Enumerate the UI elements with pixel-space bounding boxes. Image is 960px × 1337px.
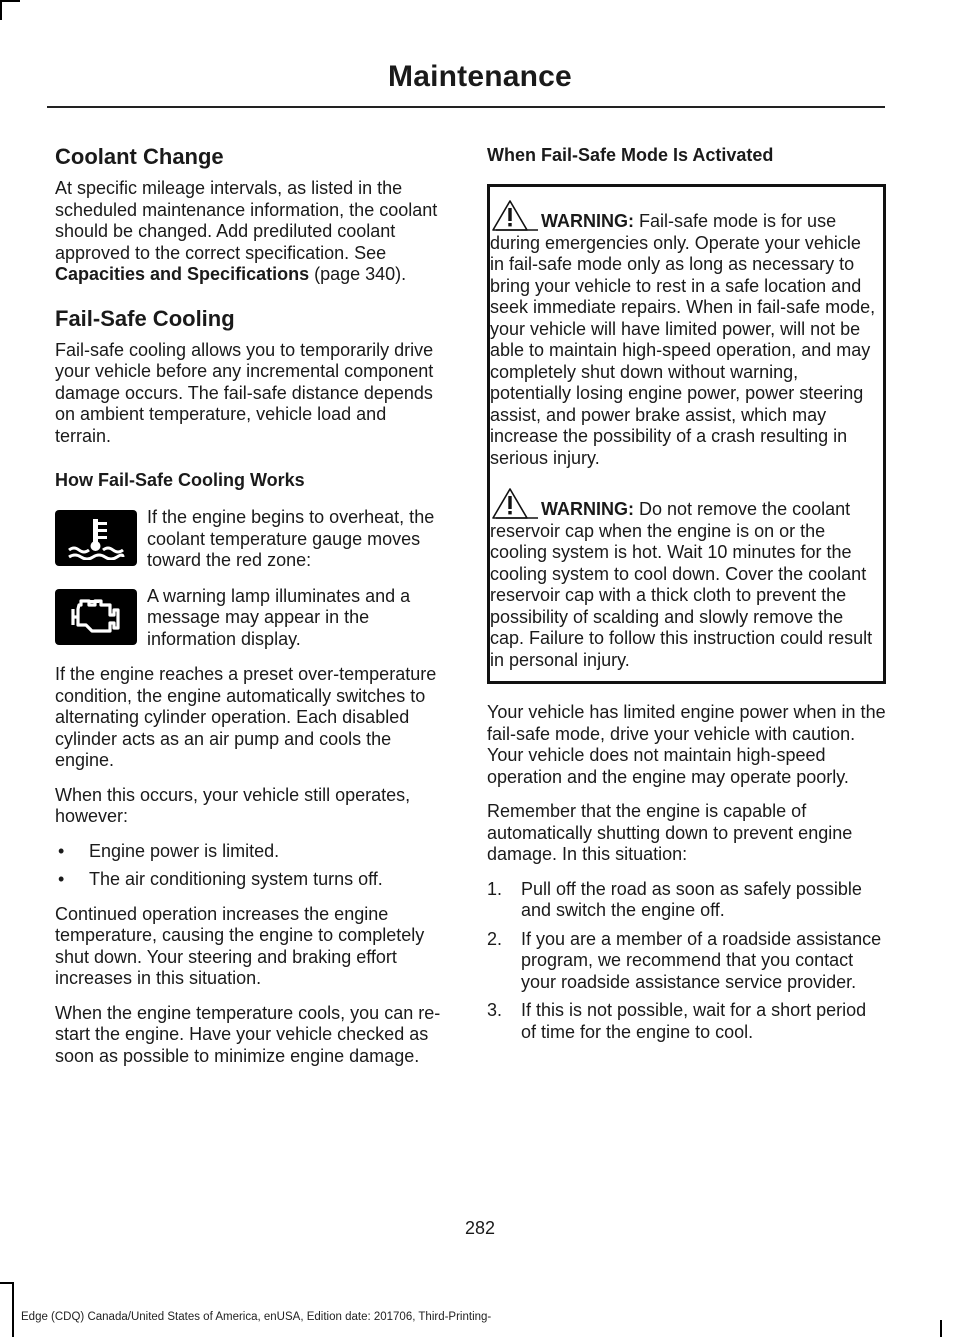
page-number: 282 [464,1218,496,1238]
coolant-change-body [55,178,447,286]
limited-power-text: Your vehicle has limited engine power when in the fail-safe mode, drive your vehicle with caution. Your vehicle does not maintain high-speed operation and the engine may operate poorly. [487,702,886,787]
step-number: 1. [487,878,503,899]
fail-safe-body: Fail-safe cooling allows you to temporarily drive your vehicle before any incremental component damage occurs. The fail-safe distance depends on ambient temperature, vehicle load and terrain. [55,339,434,446]
right-column [487,142,886,1050]
how-works-heading: How Fail-Safe Cooling Works [55,470,305,490]
warning-text: Do not remove the coolant reservoir cap when the engine is on or the cooling system is hot. Wait 10 minutes for the cooling system to cool down. Cover the coolant reservoir cap with a thick cloth to prevent the possibility of scalding and slowly remove the cap. Failure to follow this instruction could result in personal injury. [490,499,873,670]
shutdown-text: Remember that the engine is capable of automatically shutting down to prevent engine damage. In this situation: [487,801,853,864]
over-temperature-text: If the engine reaches a preset over-temperature condition, the engine automatically switches to alternating cylinder operation. Each disabled cylinder acts as an air pump and cools the engine. [55,664,437,770]
list-item [487,1000,886,1043]
continued-operation-text: Continued operation increases the engine temperature, causing the engine to completely shut down. Your steering and braking effort increases in this situation. [55,903,425,988]
fail-safe-heading: Fail-Safe Cooling [55,305,235,331]
warning-text: Fail-safe mode is for use during emergencies only. Operate your vehicle in fail-safe mode only as long as necessary to bring your vehicle to rest in a safe location and seek immediate repairs. When in fail-safe mode, your vehicle will have limited power, will not be able to maintain high-speed operation, and may completely shut down without warning, potentially losing engine power, power steering assist, and power brake assist, which may increase the possibility of a crash resulting in serious injury. [490,211,876,468]
list-item: • The air conditioning system turns off. [55,869,447,891]
step-number: 2. [487,928,503,949]
page-reference: (page 340). [309,264,407,284]
coolant-change-text: At specific mileage intervals, as listed in the scheduled maintenance information, the coolant should be changed. Add prediluted coolant approved to the correct specification. See [55,178,438,263]
step-text: Pull off the road as soon as safely possible and switch the engine off. [521,878,862,920]
left-column [55,142,447,1080]
crop-mark [940,1320,942,1337]
warning-label: WARNING: [541,499,634,519]
page-title: Maintenance [388,60,572,93]
list-item [487,929,886,994]
crop-mark [0,0,2,20]
step-number: 3. [487,1000,503,1020]
icon-row-engine [55,586,447,651]
restart-text: When the engine temperature cools, you can re-start the engine. Have your vehicle checked as soon as possible to minimize engine damage. [55,1002,441,1066]
warning-block [490,499,883,671]
step-text: If this is not possible, wait for a short period of time for the engine to cool. [521,1000,867,1042]
warning-block [490,211,883,469]
warning-lamp-text: A warning lamp illuminates and a message may appear in the information display. [147,585,411,649]
steps-list [487,879,886,1044]
warning-triangle-icon [490,487,542,521]
step-text: If you are a member of a roadside assistance program, we recommend that you contact your roadside assistance service provider. [521,928,882,992]
warning-triangle-icon [490,199,542,233]
icon-row-coolant [55,507,447,572]
list-item: • Engine power is limited. [55,841,447,863]
crop-mark [0,0,20,2]
check-engine-icon [55,589,137,645]
coolant-change-heading: Coolant Change [55,144,224,169]
fail-safe-mode-heading: When Fail-Safe Mode Is Activated [487,145,774,165]
effects-list [55,841,447,891]
footer-text: Edge (CDQ) Canada/United States of America, enUSA, Edition date: 201706, Third-Printing- [21,1311,492,1323]
coolant-temperature-icon [55,510,137,566]
warning-box [487,184,886,684]
crop-mark [0,1282,14,1284]
coolant-gauge-text: If the engine begins to overheat, the coolant temperature gauge moves toward the red zone: [147,507,435,570]
still-operates-text: When this occurs, your vehicle still operates, however: [55,784,411,826]
crop-mark [12,1282,14,1337]
list-item [487,879,886,922]
capacities-link[interactable]: Capacities and Specifications [55,264,310,284]
warning-label: WARNING: [541,211,634,231]
header-rule [47,106,885,108]
